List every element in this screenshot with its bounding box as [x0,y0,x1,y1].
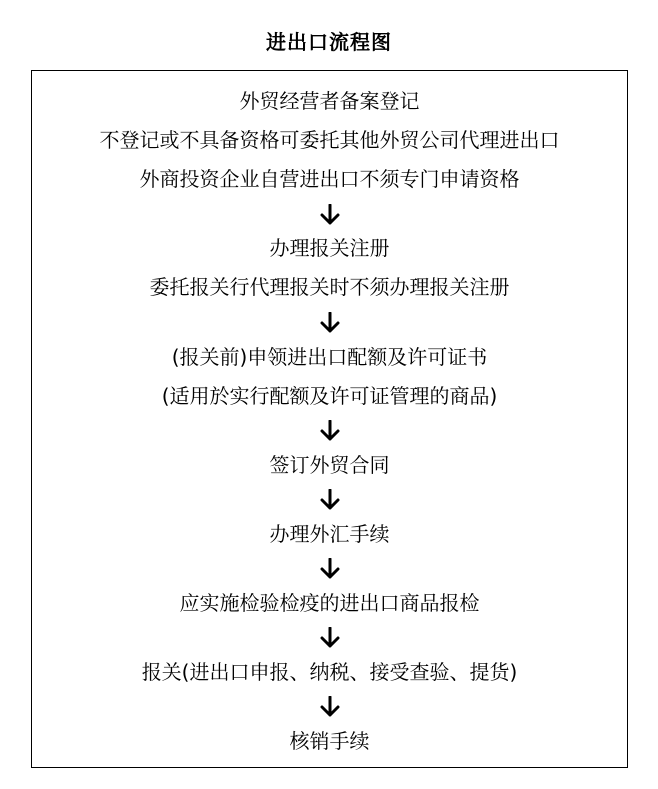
arrow-down-icon [320,204,340,226]
step-3-line-2: (适用於实行配额及许可证管理的商品) [161,384,498,408]
flowchart-frame [31,70,628,768]
step-1-line-2: 不登记或不具备资格可委托其他外贸公司代理进出口 [99,128,560,152]
step-3-line-1: (报关前)申领进出口配额及许可证书 [171,345,488,369]
step-1-line-1: 外贸经营者备案登记 [239,89,420,113]
arrow-down-icon [320,627,340,649]
diagram-title: 进出口流程图 [266,30,392,54]
step-2-line-1: 办理报关注册 [269,236,390,260]
step-4-line-1: 签订外贸合同 [269,453,390,477]
arrow-down-icon [320,558,340,580]
arrow-down-icon [320,489,340,511]
arrow-down-icon [320,696,340,718]
step-7-line-1: 报关(进出口申报、纳税、接受查验、提货) [141,660,518,684]
step-1-line-3: 外商投资企业自营进出口不须专门申请资格 [139,167,520,191]
arrow-down-icon [320,312,340,334]
step-2-line-2: 委托报关行代理报关时不须办理报关注册 [149,275,510,299]
arrow-down-icon [320,420,340,442]
step-5-line-1: 办理外汇手续 [269,522,390,546]
step-6-line-1: 应实施检验检疫的进出口商品报检 [179,591,480,615]
step-8-line-1: 核销手续 [289,729,370,753]
